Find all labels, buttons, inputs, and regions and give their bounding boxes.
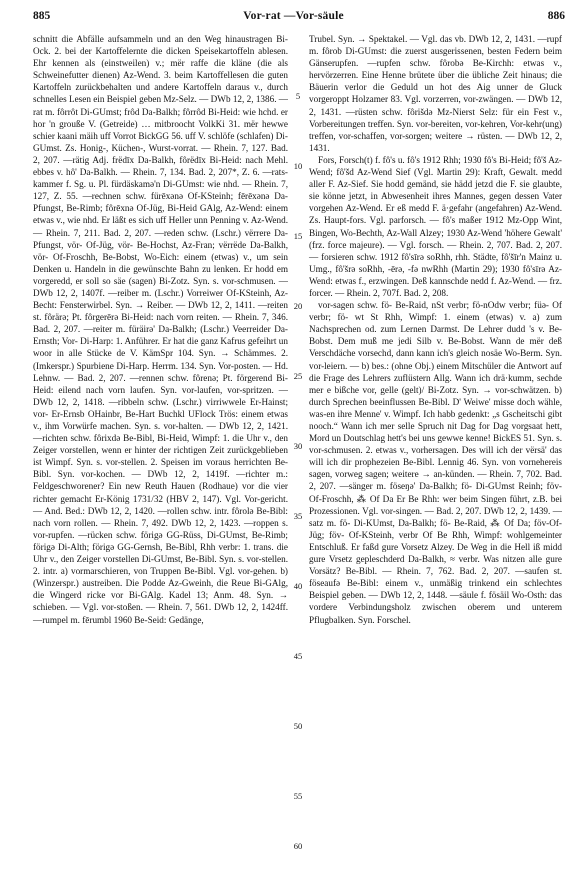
left-column (33, 33, 288, 626)
line-number: 55 (293, 791, 303, 801)
line-number: 40 (293, 581, 303, 591)
line-number: 20 (293, 301, 303, 311)
right-column-entry: Fors, Forsch(t) f. fô's u. fô's 1912 Rhh; 1930 fô's Bi-Heid; fô'š Az-Wend; fô'šd Az-Wend Sief (Vgl. Martin 29): Kraft, Gewalt. medd aller F. Az-Sief. Sie hodd gemänd, sie hädd jetzd die F. sie glaubte, sie könne jetzt, in Abwesenheit ihres Mannes, gegen dessen Vater vorgehen Az-Wend. Er eß medd F. ä·gefahr (angefahren) Az-Wend. Zs. Haupt-fors. Vgl. parforsch. — fô's maßer 1912 Mz-Opp Wint, Bingen, Wo-Bechth, Az-Wall Alzey; 1930 Az-Wend 'höhere Gewalt' (frz. force majeure). — Vgl. forsch. — Rhein. 2, 707. Bad. 2, 207. — forsieren schw. 1912 fô'sīrə soRhh, rhh. Städte, fô'šīr'n Mainz u. Umg., fô'šrə soRhh, -ērə, -fə nwRhh (Martin 29); 1930 fô'sīrə Az-Wend: etwas f., erzwingen. Deß kannschde nedd f. Az-Wend. — frz. forcer. — Rhein. 2, 707f. Bad. 2, 208. (309, 154, 562, 298)
line-number: 60 (293, 841, 303, 851)
line-number-gutter (290, 33, 306, 863)
left-column-entry: schnitt die Abfälle aufsammeln und an den Weg hinaustragen Bi-Ock. 2. bei der Kartoffelernte die dicken Speisekartoffeln ablesen. Ehr kennen als (einstweilen) v.; mër raffe die kläne (die als Schweinefutter dienen) Az-Wend. 3. beim Kartoffellesen die guten Kartoffeln zurückbehalten und andere Kartoffeln daraus v., durch schnelles Lesen ein Beispiel geben Mz-Selz. — DWb 12, 2, 1386. —rat m. fôrrôt Di-GUmst; frôd Da-Balkh; fôrrôd Bi-Heid: wie hchd. er hor 'n grouße V. (Getreide) … mitbroocht VolkKi 31. mër hewwe schier kaani mäih uff Vorrot BickGG 56. uff V. schlöfe (schlafen) Di-GUmst. Zs. Honig-, Küchen-, Wurst-vorrat. — Rhein. 7, 127. Bad. 2, 207. —rätig Adj. frëdīx Da-Balkh, fôrëdīx Bi-Heid: nach Mehl. ebbes v. hô' Da-Balkh. — Rhein. 7, 134. Bad. 2, 207*, Z. 6. —rats-kammer f. Sg. u. Pl. fürdäskamə'n Di-GUmst: wie nhd. — Rhein. 7, 127, Z. 55. —rechnen schw. fürēxənə Of-KSteinh; fērēxənə Da-Pfungst, Be-Rimb; fôrēxnə Of-Jüg, Bi-Heid GAlg, Az-Wend: einem etwas v., wie nhd. Er läßt es sich uff Heller unn Penning v. Az-Wend. — Rhein. 7, 211. Bad. 2, 207. —reden schw. (Lschr.) vërrere Da-Pfungst, vör- Of-Jüg, vör- Be-Hochst, Az-Fran; vërrëde Da-Balkh, vör- Of-Froschh, Be-Bobst, Wo-Eich: einem (etwas) v., um sein Denken u. Handeln in die gewünschte Bahn zu lenken. Er hodd em vorgeredd, er soll so säe (sagen) Bi-Zotz. Syn. s. vor-schmusen. — DWb 12, 2, 1407f. —reiber m. (Lschr.) Vorreiwer Of-KSteinh, Az-Becht: Fensterwirbel. Syn. → Reiber. — DWb 12, 2, 1411. —reiten st. fôrärə; Pt. fôrgerērə Bi-Heid: nach vorn reiten. — Rhein. 7, 346. Bad. 2, 207. —reiter m. füräirə' Da-Balkh; (Lschr.) Veerreider Da-Ernsth; Vor- Di-Harp: 1. Anführer. Er hat die ganz Kafrus gefeihrt un woor in alle Stücke de V. KämSpr 104. Syn. → Schämmes. 2. (Imkerspr.) Spurbiene Di-Harp. Herrm. 134. Syn. Vor-posten. — Hd. Lehnw. — Bad. 2, 207. —rennen schw. fôrenə; Pt. förgerend Bi-Heid: eilend nach vorn laufen. Syn. vor-laufen, vor-spritzen. — DWb 12, 2, 1418. —ribbeln schw. (Lschr.) virriwwele Er-Hainst; vor- Er-Ernsb OHainbr, Be-Hart Buchkl UFlock Trös: einem etwas v., ihm Vorwürfe machen. Syn. s. vor-halten. — DWb 12, 2, 1421. —richten schw. fôrixdə Be-Bibl, Bi-Heid, Wimpf: 1. die Uhr v., den Zeiger vorstellen, wenn er hinter der richtigen Zeit zurückgeblieben ist Wimpf. Syn. s. vor-stellen. 2. Speisen im voraus herrichten Be-Bibl. Syn. vor-kochen. — DWb 12, 2, 1419f. —richter m.: Feldgeschworener? Ein new Reuth Hauen (Rodhaue) vor die vier richter gemacht Er-König 1731/32 (HBV 2, 147). Vgl. Vor-gericht. — And. Bed.: DWb 12, 2, 1420. —rollen schw. intr. fôrolə Be-Bibl: nach vorn rollen. — Rhein. 7, 492. DWb 12, 2, 1423. —roppen s. vor-rupfen. —rücken schw. förigə GG-Rüss, Di-GUmst, Be-Rimb; förigə Di-Alth; förigə GG-Gernsh, Be-Bibl, Rhh verbr: 1. trans. die Uhr v., den Zeiger vorstellen Di-GUmst, Be-Bibl. Syn. s. vor-stellen. 2. intr. a) vormarschieren, von Truppen Be-Bibl. Vgl. vor-gehen. b) (Winzerspr.) austreiben. Die Podde Az-Gweinh, die Reue Bi-GAlg, die Wingerd ricke vor Bi-GAlg. Kadel 13; Anm. 48. Syn. → schieben. — Vgl. vor-stoßen. — Rhein. 7, 561. DWb 12, 2, 1424ff. —rumpel m. fērumbl 1960 Be-Seid: Gedänge, (33, 34, 288, 625)
line-number: 50 (293, 721, 303, 731)
line-number: 15 (293, 231, 303, 241)
right-column (309, 33, 562, 626)
page-number-left: 885 (33, 10, 51, 22)
right-column-entry: Trubel. Syn. → Spektakel. — Vgl. das vb. DWb 12, 2, 1431. —rupf m. fôrob Di-GUmst: die zuerst ausgerissenen, besten Federn beim Gänserupfen. —rupfen schw. fôrobə Be-Kirchh: etwas v., hervörzerren. Eine Henne brütete über die übliche Zeit hinaus; die Bäuerin verlor die Geduld un hot des Aig unner de Gluck vorgeroppt Holzamer 83. Vgl. vorzerren, vor-zwängen. — DWb 12, 2, 1431. —rüsten schw. fôrišdə Mz-Nierst Selz: für ein Fest v., Vorbereitungen treffen. Syn. vor-bereiten, vor-kehren, Vor-kehr(ung) treffen, vor-schaffen, vor-sorgen; weitere → rüsten. — DWb 12, 2, 1431. (309, 34, 562, 153)
right-column-entry: vor-sagen schw. fö- Be-Raid, nSt verbr; fö-nOdw verbr; füə- Of verbr; fö- wt St Rhh, Wimpf: 1. einem (etwas) v. a) zum Nachsprechen od. zum Lernen Darmst. De Lehrer dudd 's v. Be-Bobst. Dem muß me jedi Silb v. Be-Bobst. Wann de mër deß Verschdäche vorsechd, dann kann ich's gleich nosäe Wo-Berm. Syn. vor-leiern. — b) bes.: (ohne Obj.) einem Mitschüler die Antwort auf die Frage des Lehrers zuflüstern Allg. Wann ich drä·kumm, sechde mer e bißche vor, gelle (gelt)/ Bi-Zotz. Syn. → vor-schwätzen. b) durch Sprechen beeinflussen Be-Bibl. D' Weiwe' misse doch wähle, was-en ihre Menne' v. Wimpf. Ich habb gedenkt: „s Gscheitschi gibt nooch.“ Wann ich mer selle Spruch nit Dag for Dag vorgsaat hett, Mord un Doutschlag hett's bei uns gewwe kenne! BickES 51. Syn. s. vor-schmusen. 2. etwas v., vorhersagen. Des will ich der vërsä' das will ich dir prophezeien Be-Bibl. Lennig 46. Syn. von vornehereis sagen, vorweg sagen; weitere → an-künden. — Rhein. 7, 702. Bad. 2, 207. —sänger m. föseŋə' Da-Balkh; fö- Di-GUmst Reinh; föv- Of-Froschh, ⁂ Of Da Er Be Rhh: wer beim Singen führt, z.B. bei Prozessionen. Vgl. vor-singen. — Bad. 2, 207. DWb 12, 2, 1439. —satz m. fö- Di-KUmst, Da-Balkh; fö- Be-Raid, ⁂ Of Da; föv-Of-Jüg; föv- Of-KSteinh, verbr Of Be Rhh, Wimpf: wohlgemeinter Entschluß. Er faßd gure Vorsetz Alzey. De Weg in die Hell iß midd gure Vrsetz gepleschderd Da-Balkh, ≈ verbr. Was nitzen alle gure Vorsätz? Be-Bibl. — Rhein. 7, 762. Bad. 2, 207. —saufen st. föseaufə Be-Bibl: einem v., unmäßig trinkend ein schlechtes Beispiel geben. — DWb 12, 2, 1448. —säule f. fösäil Wo-Osth: das vordere Verbindungsholz zwischen oberem und unterem Pflugbalken. Syn. Forschel. (309, 300, 562, 625)
line-number: 25 (293, 371, 303, 381)
line-number: 35 (293, 511, 303, 521)
page-header (0, 10, 587, 26)
line-number: 45 (293, 651, 303, 661)
line-number: 30 (293, 441, 303, 451)
running-head: Vor-rat —Vor-säule (243, 10, 344, 22)
line-number: 10 (293, 161, 303, 171)
line-number: 5 (295, 91, 301, 101)
page-number-right: 886 (547, 10, 565, 22)
